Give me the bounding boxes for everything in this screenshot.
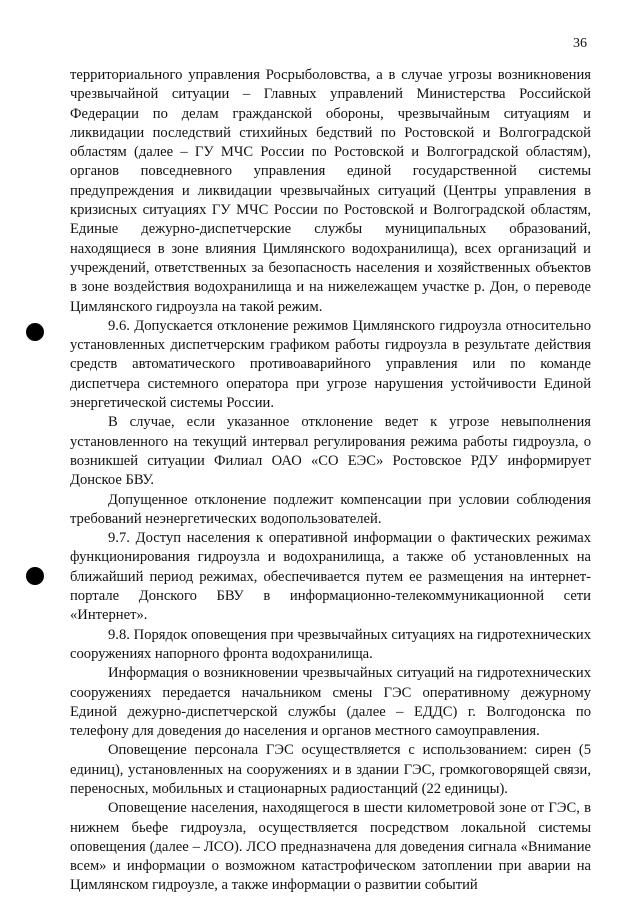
paragraph: Оповещение населения, находящегося в шести километровой зоне от ГЭС, в нижнем бьефе гидроузла, осуществляется посредством локальной системы оповещения (далее – ЛСО). ЛСО предназначена для доведения сигнала «Внимание всем» и информации о возможном катастрофическом затоплении при аварии на Цимлянском гидроузле, а также информации о развитии событий [70, 800, 591, 894]
paragraph: 9.7. Доступ населения к оперативной информации о фактических режимах функционирования гидроузла и водохранилища, а также об установленных на ближайший период режимах, обеспечивается путем ее размещения на интернет-портале Донского БВУ в информационно-телекоммуникационной сети «Интернет». [70, 530, 591, 624]
paragraph: 9.8. Порядок оповещения при чрезвычайных ситуациях на гидротехнических сооружениях напорного фронта водохранилища. [70, 626, 591, 662]
page-number: 36 [573, 36, 587, 51]
punch-hole-mark [26, 567, 44, 585]
paragraph: Допущенное отклонение подлежит компенсации при условии соблюдения требований неэнергетических водопользователей. [70, 491, 591, 527]
punch-hole-mark [26, 323, 44, 341]
document-body [70, 66, 591, 896]
paragraph: территориального управления Росрыболовства, а в случае угрозы возникновения чрезвычайной ситуации – Главных управлений Министерства Российской Федерации по делам гражданской обороны, чрезвычайным ситуациям и ликвидации последствий стихийных бедствий по Ростовской и Волгоградской областям (далее – ГУ МЧС России по Ростовской и Волгоградской областям), органов повседневного управления единой государственной системы предупреждения и ликвидации чрезвычайных ситуаций (Центры управления в кризисных ситуациях ГУ МЧС России по Ростовской и Волгоградской областям, Единые дежурно-диспетчерские службы муниципальных образований, находящиеся в зоне влияния Цимлянского водохранилища), всех организаций и учреждений, ответственных за безопасность населения и хозяйственных объектов в зоне воздействия водохранилища и на нижележащем участке р. Дон, о переводе Цимлянского гидроузла на такой режим. [70, 67, 591, 315]
paragraph: Информация о возникновении чрезвычайных ситуаций на гидротехнических сооружениях передается начальником смены ГЭС оперативному дежурному Единой дежурно-диспетчерской службы (далее – ЕДДС) г. Волгодонска по телефону для доведения до населения и органов местного самоуправления. [70, 665, 591, 740]
paragraph: В случае, если указанное отклонение ведет к угрозе невыполнения установленного на текущий интервал регулирования режима работы гидроузла, о возникшей ситуации Филиал ОАО «СО ЕЭС» Ростовское РДУ информирует Донское БВУ. [70, 414, 591, 489]
paragraph: Оповещение персонала ГЭС осуществляется с использованием: сирен (5 единиц), установленных на сооружениях и в здании ГЭС, громкоговорящей связи, переносных, мобильных и стационарных радиостанций (22 единицы). [70, 742, 591, 797]
paragraph: 9.6. Допускается отклонение режимов Цимлянского гидроузла относительно установленных диспетчерским графиком работы гидроузла в результате действия средств автоматического противоаварийного управления или по команде диспетчера системного оператора при угрозе нарушения устойчивости Единой энергетической системы России. [70, 317, 591, 412]
